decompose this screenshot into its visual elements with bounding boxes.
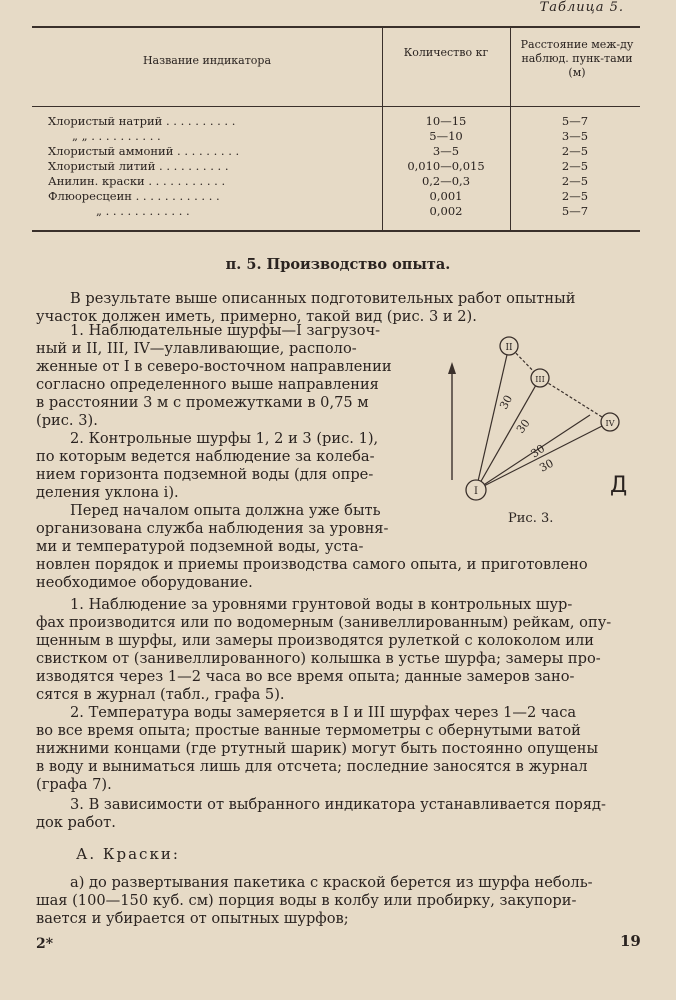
cell-distance: 5—7 <box>561 114 589 128</box>
figure-3-diagram <box>430 330 650 540</box>
text-line: (графа 7). <box>36 776 112 793</box>
text-line: нием горизонта подземной воды (для опре- <box>36 466 374 483</box>
text-line: участок должен иметь, примерно, такой вид (рис. 3 и 2). <box>36 308 477 325</box>
intro-paragraph <box>36 290 640 326</box>
cell-name: „ „ . . . . . . . . . . <box>72 129 161 143</box>
text-line: 2. Контрольные шурфы 1, 2 и 3 (рис. 1), <box>70 430 379 447</box>
text-line: ми и температурой подземной воды, уста- <box>36 538 364 555</box>
text-line: шая (100—150 куб. см) порция воды в колбу или пробирку, закупори- <box>36 892 577 909</box>
pit-II-label: II <box>505 343 513 353</box>
text-line: нижними концами (где ртутный шарик) могут быть постоянно опущены <box>36 740 599 757</box>
text-line: Перед началом опыта должна уже быть <box>70 502 381 519</box>
text-line: во все время опыта; простые ванные термометры с обернутыми ватой <box>36 722 581 739</box>
cell-name: „ . . . . . . . . . . . . <box>96 204 190 218</box>
text-line: организована служба наблюдения за уровня- <box>36 520 389 537</box>
text-line: ный и II, III, IV—улавливающие, располо- <box>36 340 357 357</box>
text-line: 1. Наблюдение за уровнями грунтовой воды в контрольных шур- <box>70 596 573 613</box>
item2-paragraph <box>36 430 416 502</box>
header-name: Название индикатора <box>142 54 272 67</box>
table-row <box>32 189 640 203</box>
distance-label: 30 <box>497 392 516 412</box>
cell-distance: 5—7 <box>561 204 589 218</box>
text-line: согласно определенного выше направления <box>36 376 379 393</box>
cell-quantity: 3—5 <box>432 144 460 158</box>
text-line: изводятся через 1—2 часа во все время опыта; данные замеров зано- <box>36 668 575 685</box>
cell-quantity: 10—15 <box>425 114 467 128</box>
line-to-pit-II <box>476 346 509 490</box>
text-line: по которым ведется наблюдение за колеба- <box>36 448 375 465</box>
table-row <box>32 144 640 158</box>
text-line: сятся в журнал (табл., графа 5). <box>36 686 285 703</box>
text-line: 1. Наблюдательные шурфы—I загрузоч- <box>70 322 381 339</box>
cell-distance: 2—5 <box>561 174 589 188</box>
paints-paragraph <box>36 874 640 928</box>
cell-quantity: 0,010—0,015 <box>407 159 485 173</box>
text-line: новлен порядок и приемы производства самого опыта, и приготовлено <box>36 556 588 573</box>
subheading-paints: А. Краски: <box>76 845 180 863</box>
figure-caption: Рис. 3. <box>508 511 554 526</box>
observation2-paragraph <box>36 704 640 794</box>
header-quantity: Количество кг <box>403 46 489 59</box>
cell-distance: 2—5 <box>561 144 589 158</box>
text-line: необходимое оборудование. <box>36 574 253 591</box>
text-line: В результате выше описанных подготовительных работ опытный <box>70 290 576 307</box>
observation3-paragraph <box>36 796 640 832</box>
table-caption: Таблица 5. <box>539 0 624 15</box>
cell-quantity: 0,2—0,3 <box>421 174 471 188</box>
cell-quantity: 5—10 <box>429 129 463 143</box>
header-distance: Расстояние меж-ду наблюд. пунк-тами (м) <box>520 38 634 79</box>
table-header-rule <box>32 106 640 107</box>
text-line: фах производится или по водомерным (занивеллированным) рейкам, опу- <box>36 614 612 631</box>
north-arrow-head <box>448 362 456 374</box>
cell-quantity: 0,001 <box>429 189 463 203</box>
text-line: свистком от (занивеллированного) колышка в устье шурфа; замеры про- <box>36 650 601 667</box>
cell-name: Анилин. краски . . . . . . . . . . . <box>48 174 226 188</box>
signature-mark: 2* <box>36 936 54 952</box>
table-row <box>32 159 640 173</box>
cell-name: Хлористый литий . . . . . . . . . . <box>48 159 229 173</box>
cell-distance: 2—5 <box>561 159 589 173</box>
pit-IV-label: IV <box>605 419 615 428</box>
pit-I-label: I <box>474 486 478 497</box>
distance-label: 30 <box>528 441 548 461</box>
table-row <box>32 114 640 128</box>
section-title: п. 5. Производство опыта. <box>225 256 451 273</box>
text-line: женные от I в северо-восточном направлении <box>36 358 392 375</box>
cell-distance: 3—5 <box>561 129 589 143</box>
table-row <box>32 204 640 218</box>
cell-distance: 2—5 <box>561 189 589 203</box>
text-line: щенным в шурфы, или замеры производятся рулеткой с колоколом или <box>36 632 595 649</box>
text-line: (рис. 3). <box>36 412 98 429</box>
text-line: деления уклона i). <box>36 484 179 501</box>
distance-label: 30 <box>513 416 533 436</box>
item1-paragraph <box>36 322 416 430</box>
distance-label: 30 <box>537 456 556 475</box>
text-line: в расстоянии 3 м с промежутками в 0,75 м <box>36 394 369 411</box>
line-III-IV <box>540 378 610 422</box>
cell-name: Хлористый аммоний . . . . . . . . . <box>48 144 240 158</box>
text-line: 2. Температура воды замеряется в I и III шурфах через 1—2 часа <box>70 704 577 721</box>
table-row <box>32 129 640 143</box>
observation1-paragraph <box>36 596 640 704</box>
figure-letter: Д <box>610 473 628 498</box>
table-row <box>32 174 640 188</box>
pit-III-label: III <box>535 375 545 384</box>
page-number: 19 <box>620 932 641 950</box>
cell-quantity: 0,002 <box>429 204 463 218</box>
cell-name: Хлористый натрий . . . . . . . . . . <box>48 114 236 128</box>
text-line: а) до развертывания пакетика с краской берется из шурфа неболь- <box>70 874 593 891</box>
text-line: вается и убирается от опытных шурфов; <box>36 910 349 927</box>
indicator-table <box>32 26 640 232</box>
text-line: 3. В зависимости от выбранного индикатора устанавливается поряд- <box>70 796 606 813</box>
cell-name: Флюоресцеин . . . . . . . . . . . . <box>48 189 220 203</box>
text-line: док работ. <box>36 814 116 831</box>
text-line: в воду и выниматься лишь для отсчета; последние заносятся в журнал <box>36 758 588 775</box>
